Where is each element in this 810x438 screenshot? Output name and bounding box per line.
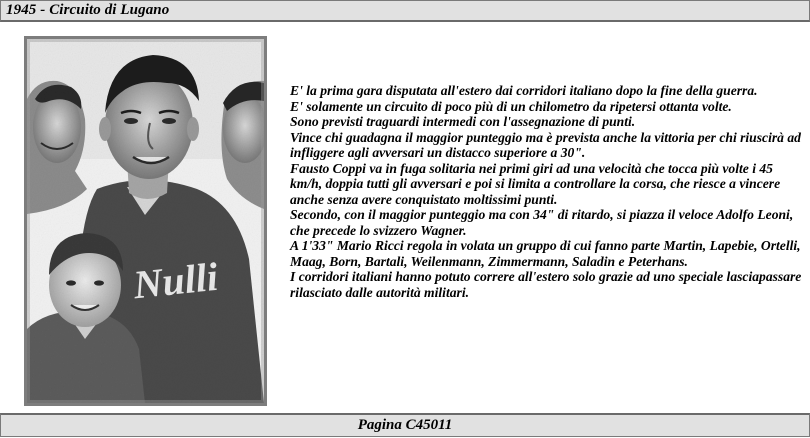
photo-frame: [24, 36, 267, 406]
jersey-lettering: Nulli: [131, 253, 220, 308]
page-title: 1945 - Circuito di Lugano: [6, 2, 170, 18]
article-paragraph: E' la prima gara disputata all'estero dai corridori italiano dopo la fine della guerra.: [290, 83, 758, 98]
footer-bar: [0, 413, 810, 437]
header-bar: [0, 0, 810, 22]
article-paragraph: A 1'33" Mario Ricci regola in volata un gruppo di cui fanno parte Martin, Lapebie, Ortelli, Maag, Born, Bartali, Weilenmann, Zimmermann, Saladin e Peterhans.: [290, 238, 801, 269]
page-number: Pagina C45011: [357, 417, 453, 433]
article-text: [290, 83, 805, 300]
article-paragraph: Vince chi guadagna il maggior punteggio ma è prevista anche la vittoria per chi riuscirà ad infliggere agli avversari un distacco superiore a 30".: [290, 129, 801, 160]
article-paragraph: Fausto Coppi va in fuga solitaria nei primi giri ad una velocità che tocca più volte i 45 km/h, doppia tutti gli avversari e poi si limita a controllare la corsa, che riesce a vincere anche senza avere conquistato moltissimi punti.: [290, 160, 781, 207]
article-paragraph: E' solamente un circuito di poco più di un chilometro da ripetersi ottanta volte.: [290, 98, 732, 114]
article-paragraph: I corridori italiani hanno potuto correre all'estero solo grazie ad uno speciale lasciapassare rilasciato dalle autorità militari.: [290, 269, 802, 300]
article-paragraph: Secondo, con il maggior punteggio ma con 34" di ritardo, si piazza il veloce Adolfo Leoni, che precede lo svizzero Wagner.: [290, 207, 794, 238]
article-paragraph: Sono previsti traguardi intermedi con l'assegnazione di punti.: [290, 114, 636, 129]
cyclist-photo: [27, 39, 264, 403]
